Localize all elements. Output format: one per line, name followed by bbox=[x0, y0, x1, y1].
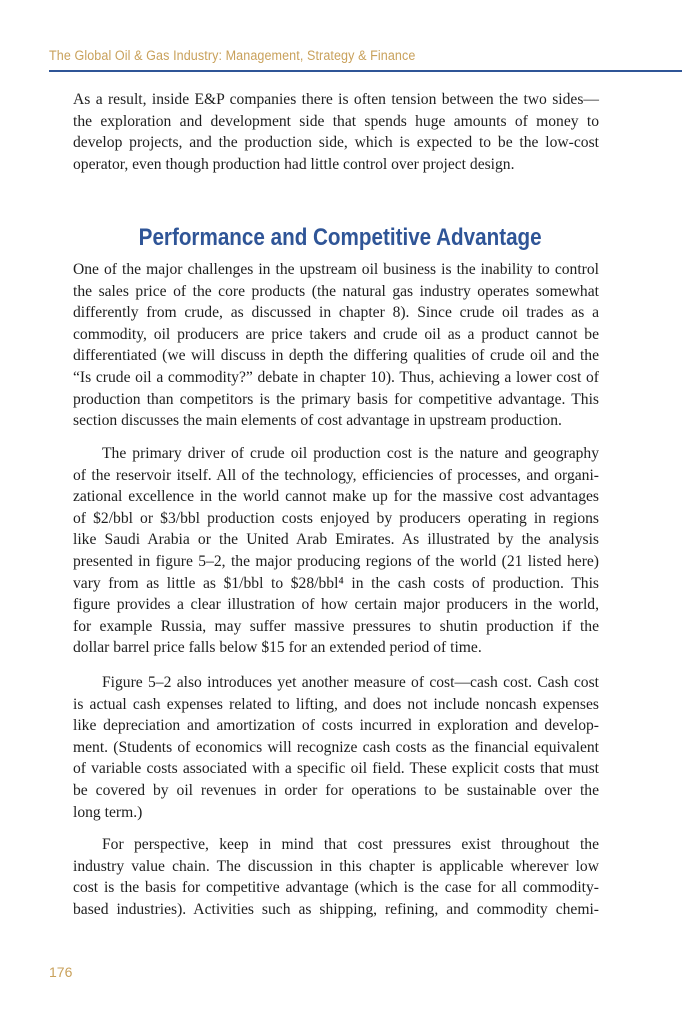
text-line: The primary driver of crude oil production cost is the nature and geography bbox=[102, 445, 599, 462]
text-line: Figure 5–2 also introduces yet another measure of cost—cash cost. Cash cost bbox=[102, 674, 599, 691]
paragraph-reservoir bbox=[73, 443, 599, 659]
text-line: like Saudi Arabia or the United Arab Emirates. As illustrated by the analysis bbox=[73, 531, 599, 549]
section-heading: Performance and Competitive Advantage bbox=[138, 224, 542, 251]
text-line: For perspective, keep in mind that cost pressures exist throughout the bbox=[102, 836, 599, 853]
text-line: for example Russia, may suffer massive pressures to shutin production if the bbox=[73, 617, 599, 635]
paragraph-cash-cost bbox=[73, 672, 599, 823]
text-line: differently from crude, as discussed in chapter 8). Since crude oil trades as a bbox=[73, 304, 599, 322]
text-line: zational excellence in the world cannot make up for the massive cost advantages bbox=[73, 488, 599, 506]
text-line: presented in figure 5–2, the major producing regions of the world (21 listed here) bbox=[73, 552, 599, 570]
text-line: One of the major challenges in the upstream oil business is the inability to control bbox=[73, 261, 599, 278]
text-line: “Is crude oil a commodity?” debate in chapter 10). Thus, achieving a lower cost of bbox=[73, 368, 599, 386]
text-line: As a result, inside E&P companies there is often tension between the two sides— bbox=[73, 91, 599, 108]
text-line: like depreciation and amortization of costs incurred in exploration and develop- bbox=[73, 717, 599, 735]
page-number: 176 bbox=[49, 964, 73, 980]
text-line: is actual cash expenses related to lifting, and does not include noncash expenses bbox=[73, 695, 599, 713]
text-line: section discusses the main elements of cost advantage in upstream production. bbox=[73, 412, 562, 430]
text-line: differentiated (we will discuss in depth the differing qualities of crude oil and the bbox=[73, 347, 599, 365]
text-line: of variable costs associated with a specific oil field. These explicit costs that must bbox=[73, 760, 599, 778]
text-line: production than competitors is the primary basis for competitive advantage. This bbox=[73, 390, 599, 408]
text-line: dollar barrel price falls below $15 for an extended period of time. bbox=[73, 639, 482, 657]
text-line: long term.) bbox=[73, 803, 143, 821]
text-line: cost is the basis for competitive advantage (which is the case for all commodity- bbox=[73, 879, 599, 897]
text-line: of the reservoir itself. All of the technology, efficiencies of processes, and organi- bbox=[73, 466, 599, 484]
text-line: figure provides a clear illustration of how certain major producers in the world, bbox=[73, 596, 599, 614]
text-line: develop projects, and the production side, which is expected to be the low-cost bbox=[73, 134, 599, 152]
text-line: the sales price of the core products (the natural gas industry operates somewhat bbox=[73, 282, 599, 300]
running-header-title: The Global Oil & Gas Industry: Management, Strategy & Finance bbox=[49, 48, 416, 63]
text-line: the exploration and development side that spends huge amounts of money to bbox=[73, 112, 599, 130]
text-line: vary from as little as $1/bbl to $28/bbl⁴ in the cash costs of production. This bbox=[73, 574, 599, 592]
text-line: operator, even though production had little control over project design. bbox=[73, 155, 515, 173]
header-rule bbox=[49, 70, 682, 72]
text-line: of $2/bbl or $3/bbl production costs enjoyed by producers operating in regions bbox=[73, 509, 599, 527]
text-line: industry value chain. The discussion in this chapter is applicable wherever low bbox=[73, 857, 599, 875]
text-line: ment. (Students of economics will recognize cash costs as the financial equivalent bbox=[73, 738, 599, 756]
text-line: based industries). Activities such as shipping, refining, and commodity chemi- bbox=[73, 900, 599, 918]
paragraph-perspective bbox=[73, 834, 599, 920]
paragraph-challenges bbox=[73, 259, 599, 432]
text-line: be covered by oil revenues in order for operations to be sustainable over the bbox=[73, 781, 599, 799]
text-line: commodity, oil producers are price takers and crude oil as a product cannot be bbox=[73, 325, 599, 343]
paragraph-intro bbox=[73, 89, 599, 175]
